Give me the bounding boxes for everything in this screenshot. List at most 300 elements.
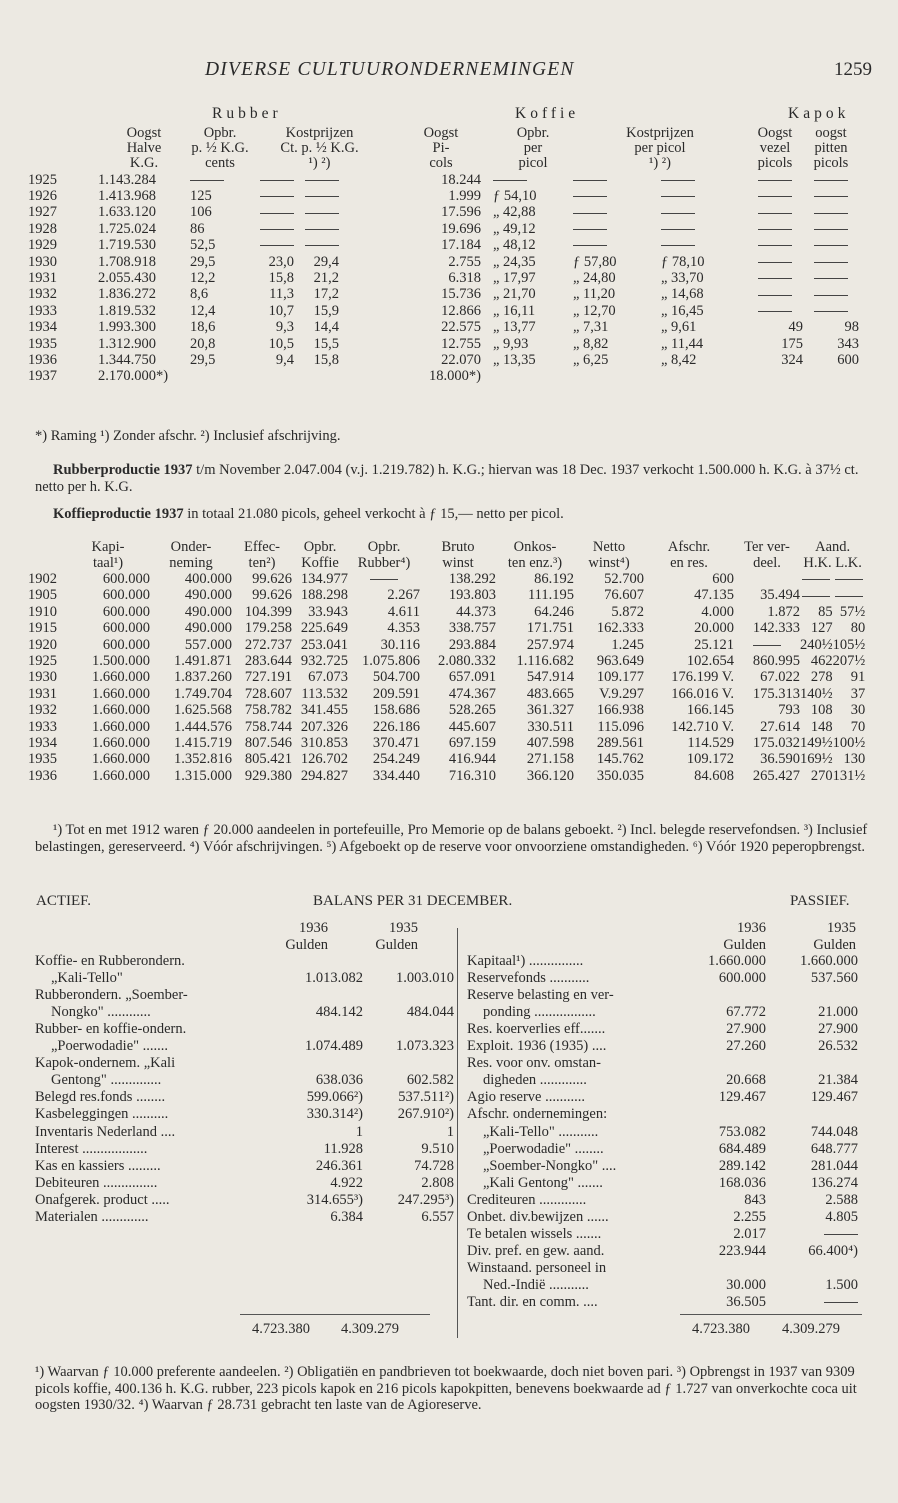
table-cell	[803, 221, 859, 237]
table-cell: 15,8	[268, 270, 294, 287]
table-cell	[190, 172, 250, 188]
balans-label: Ned.-Indië ...........	[483, 1276, 589, 1293]
table-cell: 490.000	[184, 587, 232, 604]
balans-value-1936: 20.668	[726, 1072, 766, 1089]
table-row	[28, 303, 859, 319]
left-total-1935: 4.309.279	[341, 1321, 399, 1337]
table-cell: 1902	[28, 571, 57, 587]
dash-mark	[802, 579, 830, 580]
t2-col-header	[644, 540, 734, 571]
table-cell: 728.607	[244, 685, 292, 702]
t1-header-line: Kostprijzen	[285, 125, 354, 141]
left-col-header-1936	[262, 920, 328, 953]
table-cell: 793	[778, 702, 800, 719]
table-cell: 20,8	[190, 335, 216, 352]
t1-header-line: p. ½ K.G.	[191, 140, 249, 157]
table-cell: 474.367	[448, 685, 496, 702]
table-cell: 14,4	[313, 319, 339, 336]
balans-row	[467, 970, 858, 986]
table-cell: „ 13,35	[493, 352, 536, 369]
balans-value-1935: 66.400⁴)	[808, 1242, 858, 1259]
balans-value-1936: 168.036	[718, 1174, 766, 1191]
balans-row	[467, 1055, 858, 1071]
right-col-header-1935	[780, 920, 856, 953]
balans-value-1936: 314.655³)	[306, 1191, 363, 1208]
table-cell	[294, 237, 389, 253]
balans-value-1935: 21.000	[818, 1004, 858, 1021]
table-cell: „ 6,25	[573, 352, 609, 369]
group-kapok: Kapok	[788, 105, 850, 122]
rubber-production-text: t/m November 2.047.004 (v.j. 1.219.782) h. K.G.; hiervan was 18 Dec. 1937 verkocht 1.500.000 h. K.G. à 37½ ct. netto per h. K.G.	[35, 462, 859, 495]
table-cell: 490.000	[184, 620, 232, 637]
table-cell: 166.938	[596, 702, 644, 719]
table-cell: 1.660.000	[92, 669, 150, 686]
balans-value-1936: 223.944	[718, 1242, 766, 1259]
left-total-rule	[240, 1314, 430, 1315]
table-cell: 4.000	[701, 603, 734, 620]
table-cell: 727.191	[244, 669, 292, 686]
left-col-header-1935	[350, 920, 418, 953]
table-cell: 149½	[800, 735, 833, 752]
table-cell: 1.633.120	[98, 204, 156, 221]
table-cell	[294, 172, 389, 188]
t2-header-line: Netto	[592, 539, 626, 555]
balans-row	[467, 1089, 858, 1105]
table-cell	[573, 221, 661, 237]
balans-row	[467, 1243, 858, 1259]
table-row	[28, 352, 859, 368]
table-cell: 330.511	[527, 718, 574, 735]
t2-col-header	[420, 540, 496, 571]
balans-row	[35, 1141, 454, 1157]
balans-row	[35, 1175, 454, 1191]
table-cell: 98	[844, 319, 859, 336]
table-cell: 25.121	[694, 636, 734, 653]
t2-header-line: Onder-	[170, 539, 212, 555]
balans-row	[35, 953, 454, 969]
table-cell: 1936	[28, 767, 57, 784]
table-cell	[661, 368, 747, 384]
dash-mark	[573, 213, 607, 214]
table-cell: 1935	[28, 335, 57, 352]
balans-value-1936: 753.082	[718, 1123, 766, 1140]
balans-label: ponding .................	[483, 1004, 596, 1021]
dash-mark	[573, 245, 607, 246]
table-cell: 483.665	[526, 685, 574, 702]
balans-row	[467, 1004, 858, 1020]
balans-value-1935: 1.500	[825, 1276, 858, 1293]
table-cell: 504.700	[372, 669, 420, 686]
dash-mark	[753, 645, 781, 646]
table-cell: 416.944	[448, 751, 496, 768]
table-cell: 1927	[28, 204, 57, 221]
table-cell: 1929	[28, 237, 57, 254]
table-cell: 600.000	[102, 571, 150, 587]
table-cell	[661, 237, 747, 253]
table-cell: 1.660.000	[92, 718, 150, 735]
table-cell: 102.654	[686, 653, 734, 670]
dash-mark	[305, 213, 339, 214]
table-cell	[747, 270, 803, 286]
dash-mark	[814, 295, 848, 296]
balans-row	[467, 1175, 858, 1191]
balans-value-1935: 648.777	[810, 1140, 858, 1157]
balans-row	[467, 1192, 858, 1208]
table-row	[28, 719, 865, 735]
dash-mark	[758, 213, 792, 214]
balans-value-1936: 129.467	[718, 1089, 766, 1106]
table-cell: 35.494	[760, 587, 800, 604]
balans-row	[467, 1038, 858, 1054]
dash-mark	[260, 180, 294, 181]
table-cell: 1.500.000	[92, 653, 150, 670]
table-cell: 4.353	[387, 620, 420, 637]
table-cell: 18,6	[190, 319, 216, 336]
table-row	[28, 204, 859, 220]
table-cell: „ 48,12	[493, 237, 536, 254]
table-cell: V.9.297	[599, 685, 644, 702]
table-cell: 528.265	[448, 702, 496, 719]
t1-col-header	[98, 126, 190, 172]
table-cell	[294, 368, 389, 384]
table-cell: 1.719.530	[98, 237, 156, 254]
table-cell: 22.070	[441, 352, 481, 369]
dash-mark	[835, 596, 863, 597]
table-cell	[661, 172, 747, 188]
t2-col-header	[66, 540, 150, 571]
table-cell: 1910	[28, 603, 57, 620]
table-cell: 8,6	[190, 286, 209, 303]
table-cell: 108	[810, 702, 833, 719]
balans-label: Div. pref. en gew. aand.	[467, 1242, 605, 1259]
dash-mark	[758, 262, 792, 263]
table-cell: 15,9	[313, 302, 339, 319]
table-cell: 490.000	[184, 603, 232, 620]
actief-label: ACTIEF.	[36, 893, 92, 909]
footnotes-balans: ¹) Waarvan ƒ 10.000 preferente aandeelen. ²) Obligatiën en pandbrieven tot boekwaarde, doch niet boven pari. ³) Opbrengst in 1937 van 9309 picols koffie, 400.136 h. K.G. rubber, 223 picols kapok en 216 picols kapokpitten, benevens boekwaarde ad ƒ 1.727 van onverkochte coca uit oogsten 1930/32. ⁴) Waarvan ƒ 28.731 gebracht ten laste van de Agioreserve.	[35, 1364, 857, 1413]
table-cell: 113.532	[301, 685, 348, 702]
table-cell: 1934	[28, 735, 57, 752]
table-row	[28, 221, 859, 237]
t1-header-line: Oogst	[126, 125, 162, 141]
table-row	[28, 604, 865, 620]
table-cell: 1933	[28, 302, 57, 319]
balans-label: Res. voor onv. omstan-	[467, 1055, 601, 1072]
balans-row	[35, 1158, 454, 1174]
table-cell: „ 9,93	[493, 335, 529, 352]
table-cell: 1925	[28, 653, 57, 670]
table-cell	[803, 303, 859, 319]
t2-header-line: Koffie	[301, 554, 339, 571]
dash-mark	[305, 229, 339, 230]
table-cell: 226.186	[372, 718, 420, 735]
table-cell: 1933	[28, 718, 57, 735]
balans-label: Res. koerverlies eff.......	[467, 1021, 606, 1038]
table-cell: 1936	[28, 352, 57, 369]
table-cell: „ 16,11	[493, 302, 536, 319]
table-cell	[803, 237, 859, 253]
balans-label: Rubberondern. „Soember-	[35, 987, 188, 1004]
balans-label: Kasbeleggingen ..........	[35, 1106, 169, 1123]
table-cell	[747, 237, 803, 253]
t1-header-line: cents	[205, 155, 235, 172]
table-cell: 148	[810, 718, 833, 735]
dash-mark	[814, 245, 848, 246]
right-total-1935: 4.309.279	[782, 1321, 840, 1337]
balans-value-1936: 36.505	[726, 1294, 766, 1310]
table-cell: 29,5	[190, 253, 216, 270]
table-cell: 175.032	[752, 735, 800, 752]
table-cell	[747, 303, 803, 319]
table-cell: 697.159	[448, 735, 496, 752]
table-cell: 1.708.918	[98, 253, 156, 270]
balans-value-1936: 27.260	[726, 1038, 766, 1055]
table-cell: 1.143.284	[98, 171, 156, 188]
balans-value-1935: 1.003.010	[396, 970, 454, 987]
t1-col-header	[573, 126, 747, 172]
table-cell: 293.884	[448, 636, 496, 653]
table-cell: 33.943	[308, 603, 348, 620]
balans-value-1936: 684.489	[718, 1140, 766, 1157]
table-cell: 1926	[28, 188, 57, 205]
t1-header-line: picol	[518, 155, 548, 172]
table-cell: 1925	[28, 171, 57, 188]
table-row	[28, 319, 859, 335]
table-cell: 1.660.000	[92, 702, 150, 719]
table-cell: „ 9,61	[661, 319, 697, 336]
table-cell: 11,3	[269, 286, 294, 303]
balans-label: Koffie- en Rubberondern.	[35, 953, 185, 969]
balans-row	[35, 1106, 454, 1122]
table-row	[28, 653, 865, 669]
balans-value-1935: 247.295³)	[397, 1191, 454, 1208]
t1-header-line: Oogst	[423, 125, 459, 141]
table-cell: 5.872	[611, 603, 644, 620]
table-cell: 2.170.000*)	[98, 368, 169, 385]
balans-value-1935: 537.511²)	[398, 1089, 454, 1106]
group-koffie: Koffie	[515, 105, 580, 122]
table-cell: 366.120	[526, 767, 574, 784]
table-cell: 2.080.332	[438, 653, 496, 670]
balans-value-1936: 2.255	[733, 1208, 766, 1225]
koffie-production-note	[35, 506, 870, 523]
balans-label: Rubber- en koffie-ondern.	[35, 1021, 187, 1038]
table-cell: ƒ 78,10	[661, 253, 705, 270]
table-cell	[747, 254, 803, 270]
table-cell: 17.596	[441, 204, 481, 221]
balans-value-1935: 281.044	[810, 1157, 858, 1174]
table-cell	[250, 221, 294, 237]
balans-label: „Kali-Tello" ...........	[483, 1123, 599, 1140]
table-row	[28, 669, 865, 685]
table-cell: 254.249	[372, 751, 420, 768]
table-cell: 193.803	[448, 587, 496, 604]
table-cell: „ 42,88	[493, 204, 536, 221]
table-cell: 52.700	[604, 571, 644, 587]
table-cell: 76.607	[604, 587, 644, 604]
t2-header-line: Onkos-	[513, 539, 557, 555]
table-cell	[833, 571, 866, 587]
table-cell: 1.413.968	[98, 188, 156, 205]
balans-label: Onbet. div.bewijzen ......	[467, 1208, 609, 1225]
balans-value-1936: 330.314²)	[306, 1106, 363, 1123]
table-cell: 179.258	[244, 620, 292, 637]
balans-label: Nongko" ............	[51, 1004, 151, 1021]
balans-label: „Kali-Tello"	[51, 970, 123, 987]
dash-mark	[814, 278, 848, 279]
table-cell: 1932	[28, 286, 57, 303]
dash-mark	[260, 245, 294, 246]
table-cell: 158.686	[372, 702, 420, 719]
dash-mark	[260, 213, 294, 214]
t2-header-line: Rubber⁴)	[357, 554, 411, 571]
dash-mark	[758, 229, 792, 230]
table-cell: 1.491.871	[174, 653, 232, 670]
dash-mark	[260, 196, 294, 197]
table-row	[28, 702, 865, 718]
right-year-1935: 1935	[827, 920, 856, 936]
t1-header-line: Oogst	[757, 125, 793, 141]
table-cell	[734, 637, 800, 653]
table-cell: 9,4	[275, 352, 294, 369]
balans-value-1936: 638.036	[315, 1072, 363, 1089]
table-cell: 270	[810, 767, 833, 784]
t1-header-line: pitten	[814, 140, 848, 157]
left-total-1936: 4.723.380	[252, 1321, 310, 1337]
balans-divider	[457, 928, 458, 1338]
production-table	[28, 126, 859, 385]
table-cell	[800, 587, 833, 603]
table-cell: 138.292	[448, 571, 496, 587]
table-cell: 29,5	[190, 352, 216, 369]
dash-mark	[814, 196, 848, 197]
t2-header-line: Opbr.	[303, 539, 337, 555]
balans-label: Kapitaal¹) ...............	[467, 953, 584, 969]
table-cell	[803, 368, 859, 384]
t1-header-line	[28, 141, 98, 156]
table-cell: 600.000	[102, 587, 150, 604]
t2-header-line: Effec-	[244, 539, 280, 555]
table-cell: 1.872	[767, 603, 800, 620]
table-cell: 1.836.272	[98, 286, 156, 303]
balans-row	[35, 970, 454, 986]
table-row	[28, 751, 865, 767]
t1-col-header	[28, 126, 98, 172]
table-cell	[800, 571, 833, 587]
left-year-1935: 1935	[389, 920, 418, 936]
table-cell: 1.415.719	[174, 735, 232, 752]
right-col-header-1936	[694, 920, 766, 953]
koffie-production-label: Koffieproductie 1937	[53, 506, 184, 522]
table-cell	[190, 368, 250, 384]
table-cell: 111.195	[527, 587, 574, 604]
table-cell	[573, 172, 661, 188]
table-row	[28, 768, 865, 784]
dash-mark	[260, 229, 294, 230]
t2-col-header	[574, 540, 644, 571]
table-cell: 929.380	[244, 767, 292, 784]
table-cell	[747, 172, 803, 188]
balans-value-1935: 1	[446, 1123, 454, 1140]
table-cell: 1.993.300	[98, 319, 156, 336]
table-cell: 240½	[800, 636, 833, 653]
balans-value-1935: 9.510	[421, 1140, 454, 1157]
table-cell: 130	[843, 751, 866, 768]
table-cell: 265.427	[752, 767, 800, 784]
t1-col-header	[250, 126, 389, 172]
table-cell: 47.135	[694, 587, 734, 604]
table-cell	[803, 204, 859, 220]
table-cell: 758.744	[244, 718, 292, 735]
table-cell: 99.626	[252, 587, 292, 604]
table-cell: 30	[850, 702, 866, 719]
table-cell: 30.116	[380, 636, 420, 653]
table-cell: 15,5	[313, 335, 339, 352]
balans-value-1936: 599.066²)	[306, 1089, 363, 1106]
dash-mark	[190, 180, 224, 181]
table-cell: 140½	[800, 685, 833, 702]
table-cell: 600.000	[102, 603, 150, 620]
table-cell: 1920	[28, 636, 57, 653]
table-cell: 657.091	[448, 669, 496, 686]
table-cell: 9,3	[275, 319, 294, 336]
t2-col-header	[28, 540, 66, 571]
dash-mark	[661, 229, 695, 230]
table-cell: 283.644	[244, 653, 292, 670]
table-cell	[803, 270, 859, 286]
balans-label: Te betalen wissels .......	[467, 1225, 602, 1242]
t2-header-line: winst	[442, 554, 474, 571]
table-cell: 278	[810, 669, 833, 686]
table-cell: „ 14,68	[661, 286, 704, 303]
table-cell: 209.591	[372, 685, 420, 702]
balans-value-1936: 6.384	[330, 1208, 363, 1225]
table-cell: 22.575	[441, 319, 481, 336]
table-cell: 162.333	[596, 620, 644, 637]
table-cell	[294, 221, 389, 237]
balans-label: „Kali Gentong" .......	[483, 1174, 603, 1191]
table-cell: 350.035	[596, 767, 644, 784]
balans-row	[467, 1260, 858, 1276]
t2-header-line	[28, 556, 66, 572]
table-cell	[803, 254, 859, 270]
table-cell: 114.529	[687, 735, 734, 752]
t1-header-line: ¹) ²)	[308, 155, 331, 172]
table-cell: 600.000	[102, 620, 150, 637]
table-cell: 64.246	[534, 603, 574, 620]
t2-header-line: en res.	[670, 554, 708, 571]
t1-header-line	[28, 156, 98, 171]
balans-value-1935: 21.384	[818, 1072, 858, 1089]
table-row	[28, 686, 865, 702]
t2-header-line: ten²)	[248, 554, 276, 571]
table-cell: 18.244	[441, 171, 481, 188]
t1-col-header	[747, 126, 803, 172]
balans-value-1935	[784, 1294, 858, 1310]
table-cell	[250, 237, 294, 253]
table-cell: 407.598	[526, 735, 574, 752]
t2-col-header	[496, 540, 574, 571]
t2-header-line: Opbr.	[367, 539, 401, 555]
table-cell: 126.702	[300, 751, 348, 768]
t2-header-line: neming	[169, 554, 213, 571]
balans-row	[467, 1106, 858, 1122]
balans-label: Crediteuren .............	[467, 1191, 587, 1208]
table-cell: 289.561	[596, 735, 644, 752]
balans-value-1935: 6.557	[421, 1208, 454, 1225]
table-cell: 169½	[800, 751, 833, 768]
balans-value-1935: 744.048	[810, 1123, 858, 1140]
